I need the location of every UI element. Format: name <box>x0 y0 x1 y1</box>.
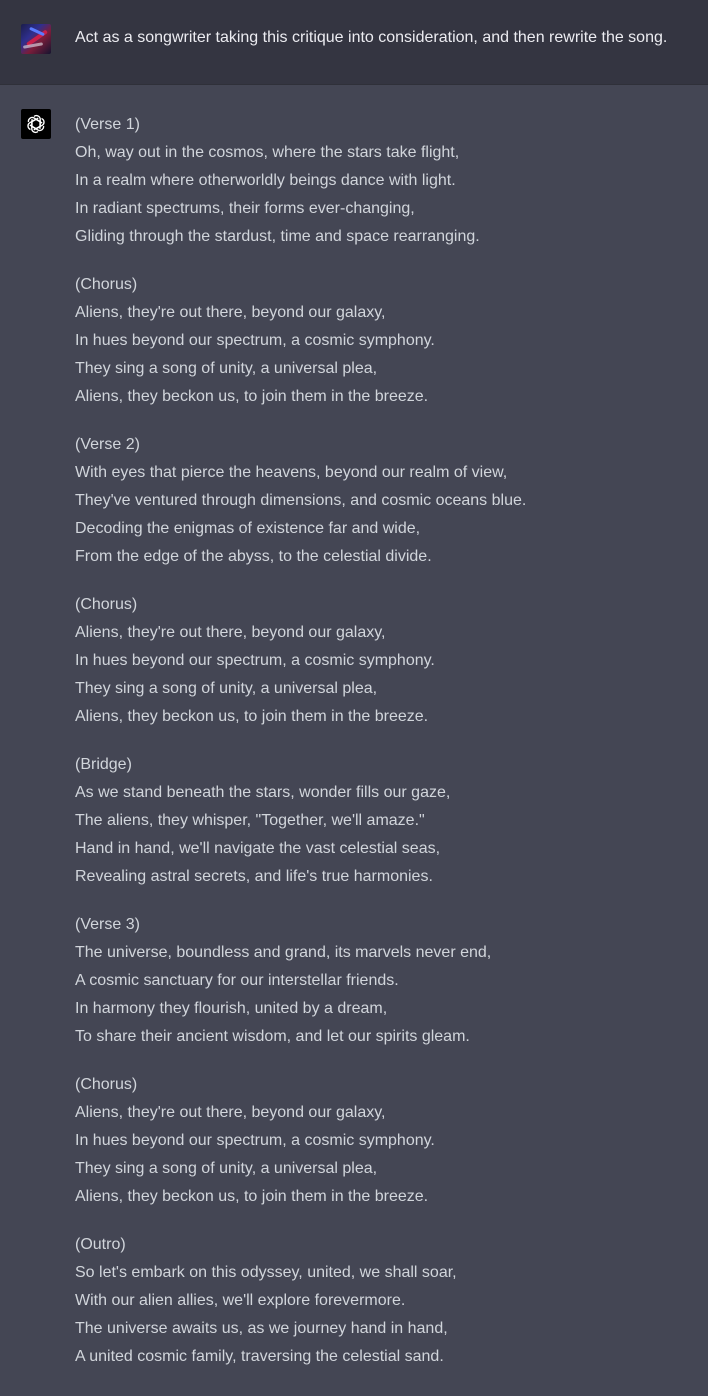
lyrics-stanza <box>75 1231 692 1371</box>
lyrics-stanza <box>75 751 692 891</box>
lyric-line: With eyes that pierce the heavens, beyond our realm of view, <box>75 464 508 481</box>
lyrics-stanza <box>75 591 692 731</box>
stanza-heading: (Chorus) <box>75 596 138 613</box>
lyric-line: They sing a song of unity, a universal plea, <box>75 360 378 377</box>
lyric-line: In hues beyond our spectrum, a cosmic symphony. <box>75 1132 435 1149</box>
openai-logo-icon <box>21 109 51 139</box>
lyric-line: In a realm where otherworldly beings dance with light. <box>75 172 456 189</box>
lyrics-stanza <box>75 431 692 571</box>
lyric-line: A cosmic sanctuary for our interstellar friends. <box>75 972 399 989</box>
lyric-line: Aliens, they beckon us, to join them in the breeze. <box>75 708 429 725</box>
lyric-line: Aliens, they beckon us, to join them in the breeze. <box>75 388 429 405</box>
user-avatar <box>21 24 51 54</box>
lyric-line: They sing a song of unity, a universal plea, <box>75 1160 378 1177</box>
lyric-line: Decoding the enigmas of existence far and wide, <box>75 520 421 537</box>
lyric-line: Aliens, they're out there, beyond our galaxy, <box>75 304 386 321</box>
lyric-line: They sing a song of unity, a universal plea, <box>75 680 378 697</box>
lyric-line: Aliens, they're out there, beyond our galaxy, <box>75 624 386 641</box>
lyric-line: So let's embark on this odyssey, united, we shall soar, <box>75 1264 457 1281</box>
lyric-line: Gliding through the stardust, time and space rearranging. <box>75 228 480 245</box>
stanza-heading: (Verse 2) <box>75 436 140 453</box>
lyric-line: They've ventured through dimensions, and cosmic oceans blue. <box>75 492 527 509</box>
lyric-line: The aliens, they whisper, "Together, we'll amaze." <box>75 812 425 829</box>
stanza-heading: (Verse 1) <box>75 116 140 133</box>
lyrics-stanza <box>75 111 692 251</box>
user-message-row <box>0 0 708 85</box>
lyric-line: Aliens, they're out there, beyond our galaxy, <box>75 1104 386 1121</box>
lyric-line: A united cosmic family, traversing the celestial sand. <box>75 1348 444 1365</box>
lyric-line: The universe, boundless and grand, its marvels never end, <box>75 944 492 961</box>
stanza-heading: (Outro) <box>75 1236 126 1253</box>
lyrics-stanza <box>75 911 692 1051</box>
lyric-line: From the edge of the abyss, to the celestial divide. <box>75 548 432 565</box>
lyric-line: Hand in hand, we'll navigate the vast celestial seas, <box>75 840 441 857</box>
lyrics-stanza <box>75 1071 692 1211</box>
lyric-line: With our alien allies, we'll explore forevermore. <box>75 1292 406 1309</box>
lyric-line: In radiant spectrums, their forms ever-changing, <box>75 200 415 217</box>
lyrics-stanza <box>75 271 692 411</box>
lyric-line: In hues beyond our spectrum, a cosmic symphony. <box>75 652 435 669</box>
lyric-line: The universe awaits us, as we journey hand in hand, <box>75 1320 448 1337</box>
user-message-text: Act as a songwriter taking this critique into consideration, and then rewrite the song. <box>75 29 668 46</box>
stanza-heading: (Chorus) <box>75 1076 138 1093</box>
assistant-message-text <box>75 111 692 1371</box>
lyric-line: Revealing astral secrets, and life's true harmonies. <box>75 868 433 885</box>
lyric-line: In hues beyond our spectrum, a cosmic symphony. <box>75 332 435 349</box>
lyric-line: As we stand beneath the stars, wonder fills our gaze, <box>75 784 451 801</box>
stanza-heading: (Verse 3) <box>75 916 140 933</box>
lyric-line: Oh, way out in the cosmos, where the stars take flight, <box>75 144 460 161</box>
stanza-heading: (Chorus) <box>75 276 138 293</box>
stanza-heading: (Bridge) <box>75 756 132 773</box>
lyric-line: To share their ancient wisdom, and let our spirits gleam. <box>75 1028 470 1045</box>
assistant-message-row <box>0 85 708 1371</box>
lyric-line: Aliens, they beckon us, to join them in the breeze. <box>75 1188 429 1205</box>
lyric-line: In harmony they flourish, united by a dream, <box>75 1000 388 1017</box>
